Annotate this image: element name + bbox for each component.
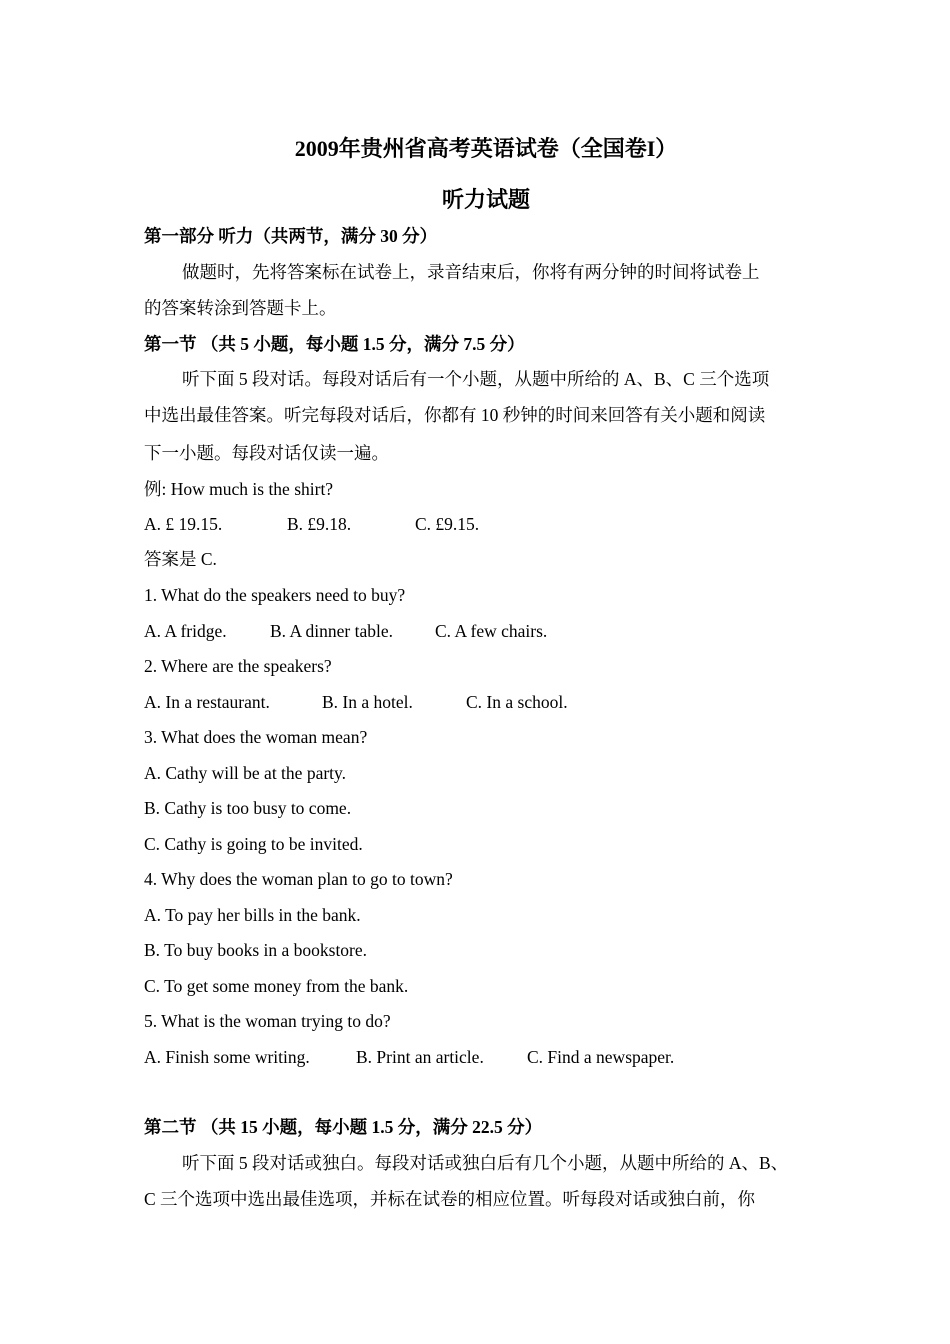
part1-heading: 第一部分 听力（共两节，满分 30 分） bbox=[144, 226, 438, 246]
question-3-option-b: B. Cathy is too busy to come. bbox=[144, 798, 352, 818]
example-option-c: C. £9.15. bbox=[415, 514, 480, 534]
section1-heading: 第一节 （共 5 小题，每小题 1.5 分，满分 7.5 分） bbox=[144, 334, 525, 354]
example-answer: 答案是 C. bbox=[144, 549, 217, 569]
document-title: 2009年贵州省高考英语试卷（全国卷I） bbox=[294, 136, 678, 161]
question-5: 5. What is the woman trying to do? bbox=[144, 1011, 391, 1031]
section2-intro-line1: 听下面 5 段对话或独白。每段对话或独白后有几个小题，从题中所给的 A、B、 bbox=[182, 1153, 789, 1173]
question-4-option-b: B. To buy books in a bookstore. bbox=[144, 940, 368, 960]
question-5-option-b: B. Print an article. bbox=[356, 1047, 484, 1067]
example-question: 例: How much is the shirt? bbox=[144, 479, 334, 499]
question-4: 4. Why does the woman plan to go to town? bbox=[144, 869, 453, 889]
question-1-option-a: A. A fridge. bbox=[144, 621, 227, 641]
question-5-option-a: A. Finish some writing. bbox=[144, 1047, 310, 1067]
section1-intro-line3: 下一小题。每段对话仅读一遍。 bbox=[144, 443, 389, 463]
question-4-option-c: C. To get some money from the bank. bbox=[144, 976, 409, 996]
question-1: 1. What do the speakers need to buy? bbox=[144, 585, 406, 605]
example-options bbox=[144, 512, 808, 536]
section1-intro-line2: 中选出最佳答案。听完每段对话后，你都有 10 秒钟的时间来回答有关小题和阅读 bbox=[144, 405, 766, 425]
part1-intro-line1: 做题时，先将答案标在试卷上，录音结束后，你将有两分钟的时间将试卷上 bbox=[182, 262, 760, 282]
question-3-option-a: A. Cathy will be at the party. bbox=[144, 763, 347, 783]
document-subtitle: 听力试题 bbox=[441, 187, 530, 212]
section1-intro-line1: 听下面 5 段对话。每段对话后有一个小题，从题中所给的 A、B、C 三个选项 bbox=[182, 369, 770, 389]
example-option-b: B. £9.18. bbox=[287, 514, 352, 534]
question-2-options bbox=[144, 690, 808, 714]
question-1-options bbox=[144, 619, 808, 643]
question-2-option-b: B. In a hotel. bbox=[322, 692, 413, 712]
question-4-option-a: A. To pay her bills in the bank. bbox=[144, 905, 361, 925]
question-3: 3. What does the woman mean? bbox=[144, 727, 368, 747]
question-5-option-c: C. Find a newspaper. bbox=[527, 1047, 675, 1067]
question-1-option-c: C. A few chairs. bbox=[435, 621, 548, 641]
question-3-option-c: C. Cathy is going to be invited. bbox=[144, 834, 363, 854]
section2-heading: 第二节 （共 15 小题，每小题 1.5 分，满分 22.5 分） bbox=[144, 1117, 543, 1137]
question-2: 2. Where are the speakers? bbox=[144, 656, 332, 676]
example-option-a: A. £ 19.15. bbox=[144, 514, 223, 534]
part1-intro-line2: 的答案转涂到答题卡上。 bbox=[144, 298, 337, 318]
question-5-options bbox=[144, 1045, 808, 1069]
question-1-option-b: B. A dinner table. bbox=[270, 621, 393, 641]
question-2-option-a: A. In a restaurant. bbox=[144, 692, 270, 712]
question-2-option-c: C. In a school. bbox=[466, 692, 568, 712]
section2-intro-line2: C 三个选项中选出最佳选项，并标在试卷的相应位置。听每段对话或独白前，你 bbox=[144, 1189, 756, 1209]
